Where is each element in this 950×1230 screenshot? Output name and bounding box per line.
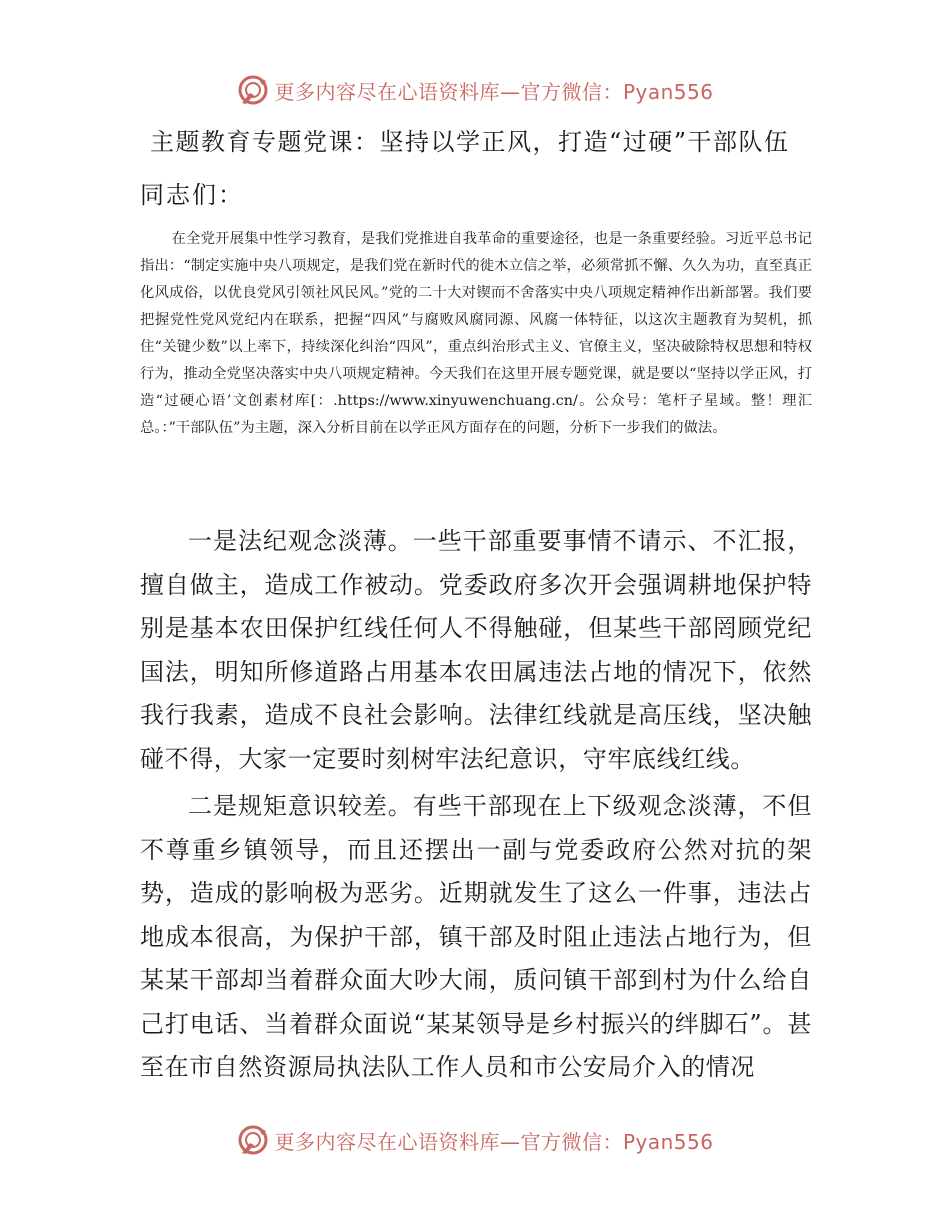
body-paragraph-2: 二是规矩意识较差。有些干部现在上下级观念淡薄，不但不尊重乡镇领导，而且还摆出一副与党委政府公然对抗的架势，造成的影响极为恶劣。近期就发生了这么一件事，违法占地成本很高，为保护干部，镇干部及时阻止违法占地行为，但某某干部却当着群众面大吵大闹，质问镇干部到村为什么给自己打电话、当着群众面说“某某领导是乡村振兴的绊脚石”。甚至在市自然资源局执法队工作人员和市公安局介入的情况 [140, 792, 812, 1081]
footer-banner [0, 1120, 950, 1160]
body-paragraph-1: 一是法纪观念淡薄。一些干部重要事情不请示、不汇报，擅自做主，造成工作被动。党委政府多次开会强调耕地保护特别是基本农田保护红线任何人不得触碰，但某些干部罔顾党纪国法，明知所修道路占用基本农田属违法占地的情况下，依然我行我素，造成不良社会影响。法律红线就是高压线，坚决触碰不得，大家一定要时刻树牢法纪意识，守牢底线红线。 [140, 527, 812, 773]
intro-paragraph [140, 226, 812, 442]
document-body [140, 520, 812, 1094]
greeting: 同志们： [140, 181, 244, 209]
pen-logo-icon [236, 73, 270, 107]
page-title: 主题教育专题党课：坚持以学正风，打造“过硬”干部队伍 [150, 128, 790, 156]
pen-logo-icon [236, 1123, 270, 1157]
banner-text: 更多内容尽在心语资料库—官方微信：Pyan556 [274, 1129, 714, 1154]
header-banner [0, 70, 950, 110]
intro-text: 在全党开展集中性学习教育，是我们党推进自我革命的重要途径，也是一条重要经验。习近平总书记指出：“制定实施中央八项规定，是我们党在新时代的徙木立信之举，必须常抓不懈、久久为功，直至真正化风成俗，以优良党风引领社风民风。”党的二十大对锲而不舍落实中央八项规定精神作出新部署。我们要把握党性党风党纪内在联系，把握“四风”与腐败风腐同源、风腐一体特征，以这次主题教育为契机，抓住“关键少数”以上率下，持续深化纠治“四风”，重点纠治形式主义、官僚主义，坚决破除特权思想和特权行为，推动全党坚决落实中央八项规定精神。今天我们在这里开展专题党课，就是要以“坚持以学正风，打造“过硬心语’文创素材库[：.https://www.xinyuwenchuang.cn/。公众号：笔杆子星域。整！理汇总。：”干部队伍”为主题，深入分析目前在以学正风方面存在的问题，分析下一步我们的做法。 [140, 231, 812, 436]
banner-text: 更多内容尽在心语资料库—官方微信：Pyan556 [274, 79, 714, 104]
